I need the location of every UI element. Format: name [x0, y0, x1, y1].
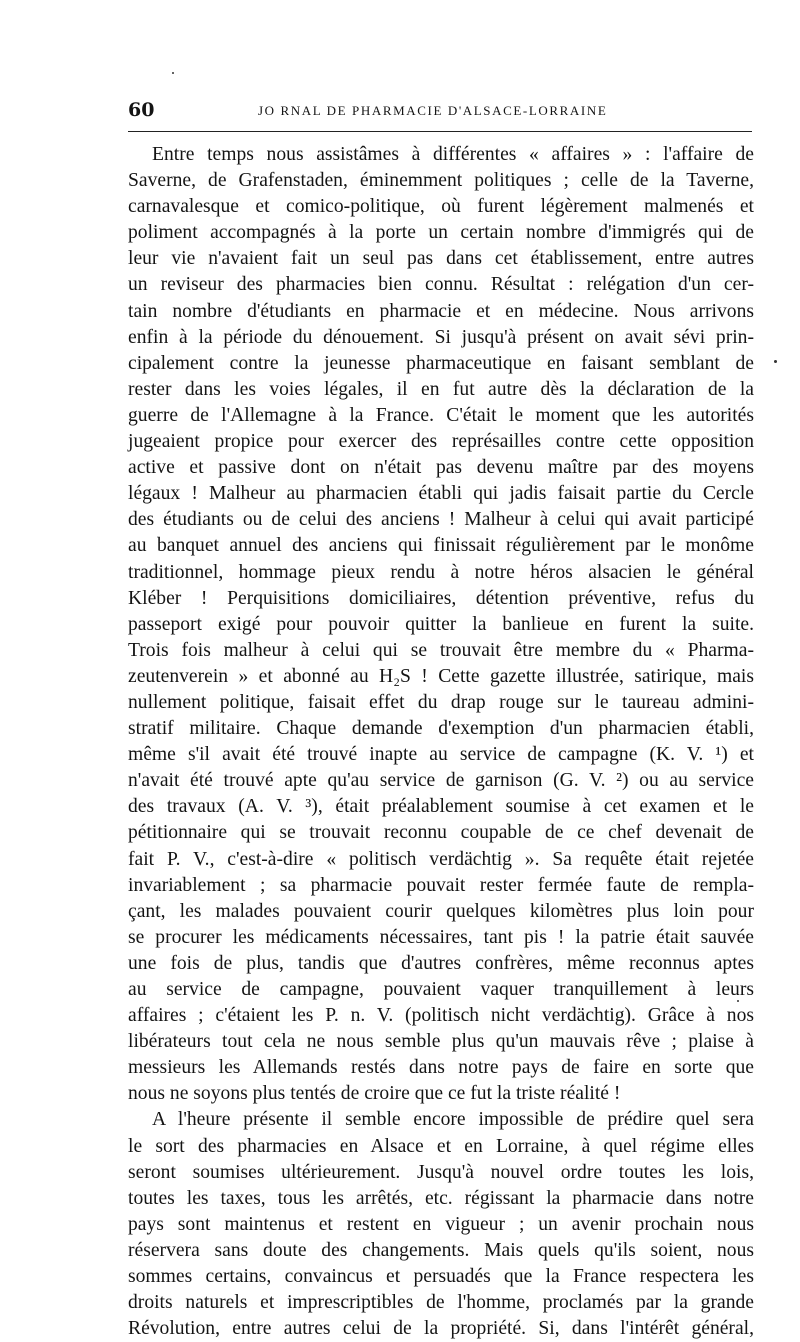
text-line: le sort des pharmacies en Alsace et en Lorraine, à quel régime elles	[128, 1135, 754, 1157]
body-text	[128, 142, 754, 1342]
text-line: Kléber ! Perquisitions domiciliaires, détention préventive, refus du	[128, 587, 754, 609]
text-line: traditionnel, hommage pieux rendu à notre héros alsacien le général	[128, 561, 754, 583]
text-line: seront soumises ultérieurement. Jusqu'à nouvel ordre toutes les lois,	[128, 1161, 754, 1183]
text-line: jugeaient propice pour exercer des représailles contre cette opposition	[128, 431, 754, 453]
text-line: toutes les taxes, tous les arrêtés, etc. régissant la pharmacie dans notre	[128, 1187, 754, 1209]
text-line: cipalement contre la jeunesse pharmaceutique en faisant semblant de	[128, 352, 754, 374]
header-rule	[128, 131, 752, 132]
paragraph-1	[128, 142, 754, 1107]
text-line: enfin à la période du dénouement. Si jusqu'à présent on avait sévi prin-	[128, 326, 754, 348]
text-line: affaires ; c'étaient les P. n. V. (politisch nicht verdächtig). Grâce à nos	[128, 1005, 754, 1027]
text-line: messieurs les Allemands restés dans notre pays de faire en sorte que	[128, 1057, 754, 1079]
text-line: Révolution, entre autres celui de la propriété. Si, dans l'intérêt général,	[128, 1318, 754, 1340]
text-line: fait P. V., c'est-à-dire « politisch verdächtig ». Sa requête était rejetée	[128, 848, 754, 870]
text-line: nullement politique, faisait effet du drap rouge sur le taureau admini-	[128, 691, 754, 713]
text-line: libérateurs tout cela ne nous semble plus qu'un mauvais rêve ; plaise à	[128, 1031, 754, 1053]
text-line: se procurer les médicaments nécessaires, tant pis ! la patrie était sauvée	[128, 926, 754, 948]
text-line: au service de campagne, pouvaient vaquer tranquillement à leurs	[128, 979, 754, 1000]
text-line: des travaux (A. V. ³), était préalablement soumise à cet examen et le	[128, 796, 754, 818]
text-line: Trois fois malheur à celui qui se trouvait être membre du « Pharma-	[128, 639, 754, 661]
text-line: zeutenverein » et abonné au H₂S ! Cette gazette illustrée, satirique, mais	[128, 665, 754, 687]
paragraph-2	[128, 1107, 754, 1342]
text-line: pays sont maintenus et restent en vigueur ; un avenir prochain nous	[128, 1213, 754, 1235]
page-number: 60	[128, 99, 155, 121]
running-head: JO RNAL DE PHARMACIE D'ALSACE-LORRAINE	[258, 103, 608, 118]
text-line: Saverne, de Grafenstaden, éminemment politiques ; celle de la Taverne,	[128, 170, 754, 192]
text-line: n'avait été trouvé apte qu'au service de garnison (G. V. ²) ou au service	[128, 770, 754, 792]
text-line: une fois de plus, tandis que d'autres confrères, même reconnus aptes	[128, 952, 754, 974]
text-line: au banquet annuel des anciens qui finissait régulièrement par le monôme	[128, 535, 754, 557]
scan-speck	[737, 1000, 739, 1002]
text-line: invariablement ; sa pharmacie pouvait rester fermée faute de rempla-	[128, 874, 754, 896]
text-line: pétitionnaire qui se trouvait reconnu coupable de ce chef devenait de	[128, 822, 754, 844]
page-header	[128, 98, 754, 122]
text-line: réservera sans doute des changements. Mais quels qu'ils soient, nous	[128, 1239, 754, 1261]
text-line: des étudiants ou de celui des anciens ! Malheur à celui qui avait participé	[128, 509, 754, 531]
scan-speck	[172, 72, 174, 74]
text-line: sommes certains, convaincus et persuadés que la France respectera les	[128, 1266, 754, 1288]
scan-speck	[774, 360, 777, 363]
text-line: carnavalesque et comico-politique, où furent légèrement malmenés et	[128, 196, 754, 218]
text-line: çant, les malades pouvaient courir quelques kilomètres plus loin pour	[128, 900, 754, 922]
text-line: guerre de l'Allemagne à la France. C'était le moment que les autorités	[128, 404, 754, 426]
text-line: tain nombre d'étudiants en pharmacie et en médecine. Nous arrivons	[128, 300, 754, 322]
text-line: Entre temps nous assistâmes à différentes « affaires » : l'affaire de	[152, 144, 754, 165]
text-line: stratif militaire. Chaque demande d'exemption d'un pharmacien établi,	[128, 718, 754, 740]
text-line: légaux ! Malheur au pharmacien établi qui jadis faisait partie du Cercle	[128, 483, 754, 505]
text-line: même s'il avait été trouvé inapte au service de campagne (K. V. ¹) et	[128, 744, 754, 766]
text-line: rester dans les voies légales, il en fut autre dès la déclaration de la	[128, 378, 754, 400]
text-line: A l'heure présente il semble encore impossible de prédire quel sera	[152, 1109, 754, 1131]
text-line: poliment accompagnés à la porte un certain nombre d'immigrés qui de	[128, 222, 754, 244]
text-line: nous ne soyons plus tentés de croire que ce fut la triste réalité !	[128, 1083, 621, 1105]
text-line: active et passive dont on n'était pas devenu maître par des moyens	[128, 457, 754, 479]
text-line: un reviseur des pharmacies bien connu. Résultat : relégation d'un cer-	[128, 274, 754, 296]
text-line: leur vie n'avaient fait un seul pas dans cet établissement, entre autres	[128, 248, 754, 270]
text-line: passeport exigé pour pouvoir quitter la banlieue en furent la suite.	[128, 613, 754, 635]
text-line: droits naturels et imprescriptibles de l'homme, proclamés par la grande	[128, 1292, 754, 1314]
